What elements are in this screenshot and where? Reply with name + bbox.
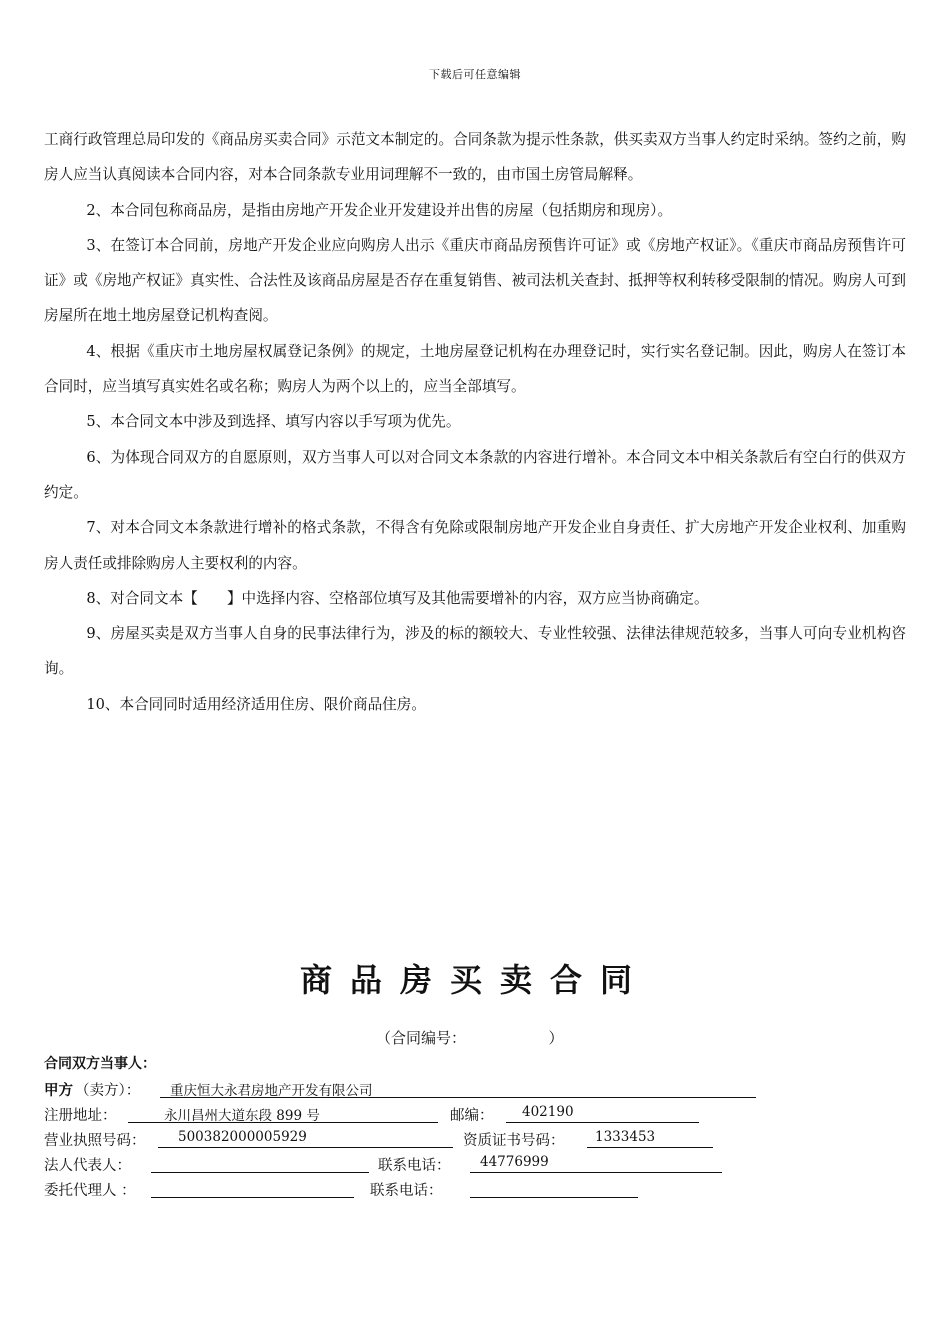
qualification-field[interactable]: 1333453	[587, 1129, 713, 1148]
contract-number-label: （合同编号： ）	[376, 1029, 564, 1047]
parties-heading: 合同双方当事人：	[44, 1056, 156, 1072]
note-paragraph-7: 7、对本合同文本条款进行增补的格式条款，不得含有免除或限制房地产开发企业自身责任、扩大房地产开发企业权利、加重购房人责任或排除购房人主要权利的内容。	[44, 519, 906, 572]
legal-rep-field[interactable]	[151, 1154, 369, 1173]
note-paragraph-9: 9、房屋买卖是双方当事人自身的民事法律行为，涉及的标的额较大、专业性较强、法律法律规范较多，当事人可向专业机构咨询。	[44, 625, 906, 678]
address-label: 注册地址：	[44, 1108, 117, 1124]
agent-phone-label: 联系电话：	[370, 1183, 443, 1199]
note-paragraph-8: 8、对合同文本【 】中选择内容、空格部位填写及其他需要增补的内容，双方应当协商确定。	[86, 589, 709, 607]
contract-title: 商品房买卖合同	[299, 961, 650, 999]
note-paragraph-4: 4、根据《重庆市土地房屋权属登记条例》的规定，土地房屋登记机构在办理登记时，实行实名登记制。因此，购房人在签订本合同时，应当填写真实姓名或名称；购房人为两个以上的，应当全部填写。	[44, 342, 906, 396]
party-a-name-field[interactable]: 重庆恒大永君房地产开发有限公司	[160, 1079, 756, 1098]
note-paragraph-3: 3、在签订本合同前，房地产开发企业应向购房人出示《重庆市商品房预售许可证》或《房地产权证》。《重庆市商品房预售许可证》或《房地产权证》真实性、合法性及该商品房屋是否存在重复销售、被司法机关查封、抵押等权利转移受限制的情况。购房人可到房屋所在地土地房屋登记机构查阅。	[44, 236, 906, 325]
note-paragraph-10: 10、本合同同时适用经济适用住房、限价商品住房。	[86, 695, 426, 713]
note-paragraph-6: 6、为体现合同双方的自愿原则，双方当事人可以对合同文本条款的内容进行增补。本合同文本中相关条款后有空白行的供双方约定。	[44, 448, 906, 501]
party-a-role: （卖方）：	[75, 1083, 141, 1099]
header-note: 下载后可任意编辑	[429, 68, 521, 81]
phone-label: 联系电话：	[378, 1158, 451, 1174]
party-a-label: 甲方	[44, 1083, 73, 1099]
agent-label: 委托代理人 ：	[44, 1183, 136, 1199]
postcode-field[interactable]: 402190	[506, 1104, 699, 1123]
license-label: 营业执照号码：	[44, 1133, 146, 1149]
address-field[interactable]: 永川昌州大道东段 899 号	[128, 1104, 438, 1123]
phone-field[interactable]: 44776999	[470, 1154, 722, 1173]
license-field[interactable]: 500382000005929	[158, 1129, 453, 1148]
qualification-label: 资质证书号码：	[463, 1133, 565, 1149]
postcode-label: 邮编：	[450, 1108, 494, 1124]
legal-rep-label: 法人代表人：	[44, 1158, 131, 1174]
agent-field[interactable]	[151, 1179, 354, 1198]
notes-body	[44, 122, 906, 722]
note-paragraph-5: 5、本合同文本中涉及到选择、填写内容以手写项为优先。	[86, 413, 461, 431]
note-paragraph-2: 2、本合同包称商品房，是指由房地产开发企业开发建设并出售的房屋（包括期房和现房）。	[86, 201, 673, 219]
note-paragraph-1: 工商行政管理总局印发的《商品房买卖合同》示范文本制定的。合同条款为提示性条款，供买卖双方当事人约定时采纳。签约之前，购房人应当认真阅读本合同内容，对本合同条款专业用词理解不一致的，由市国土房管局解释。	[44, 131, 906, 184]
agent-phone-field[interactable]	[470, 1179, 638, 1198]
